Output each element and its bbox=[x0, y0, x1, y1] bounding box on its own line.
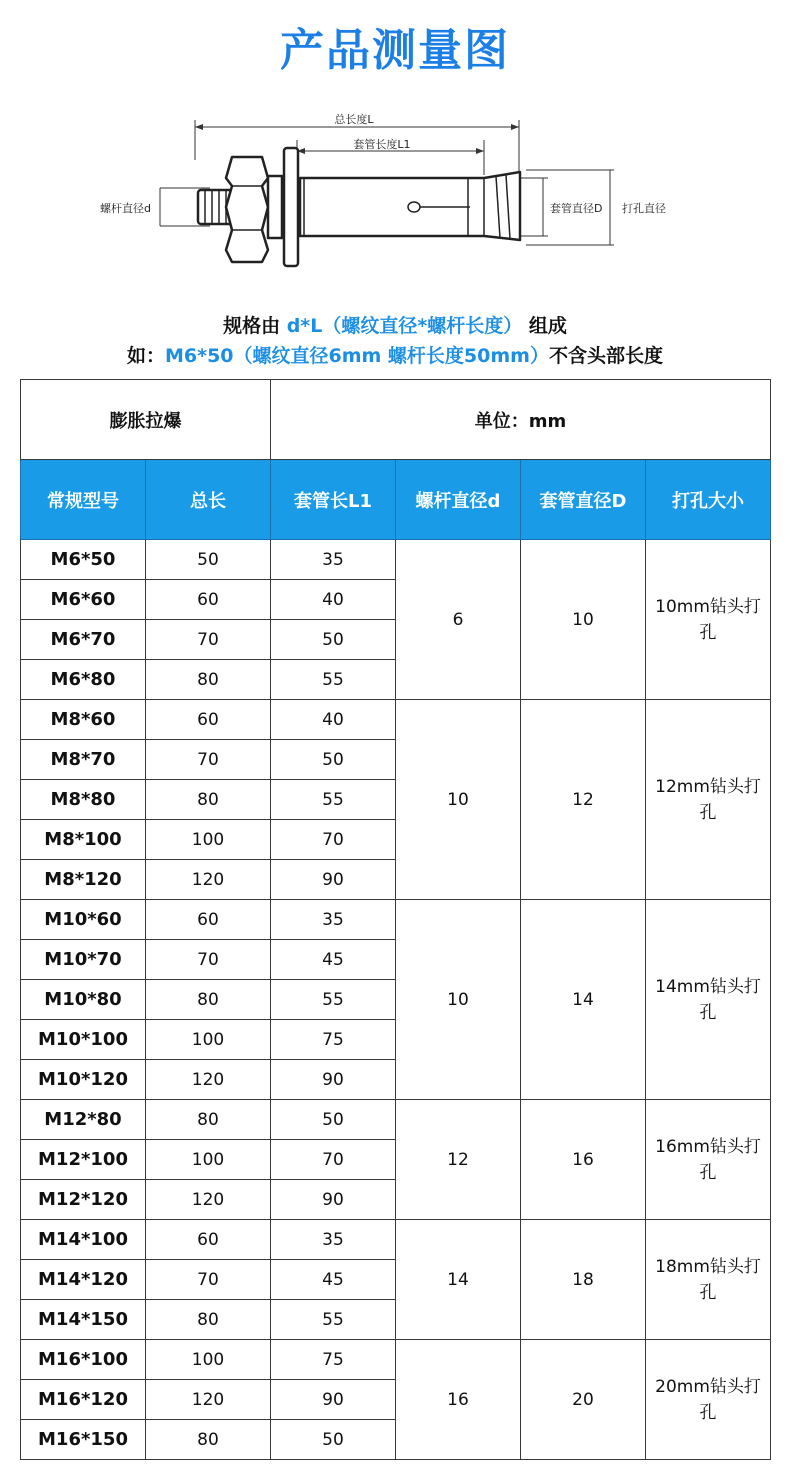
sleeve-length-cell: 50 bbox=[271, 620, 396, 660]
sleeve-length-cell: 55 bbox=[271, 1300, 396, 1340]
hole-size-cell: 12mm钻头打孔 bbox=[646, 700, 771, 900]
total-length-cell: 80 bbox=[146, 780, 271, 820]
total-length-cell: 100 bbox=[146, 820, 271, 860]
model-cell: M8*70 bbox=[21, 740, 146, 780]
spec-table bbox=[20, 379, 771, 1460]
sleeve-length-cell: 50 bbox=[271, 1420, 396, 1460]
total-length-cell: 80 bbox=[146, 1300, 271, 1340]
sleeve-length-cell: 70 bbox=[271, 820, 396, 860]
total-length-cell: 80 bbox=[146, 980, 271, 1020]
model-cell: M6*80 bbox=[21, 660, 146, 700]
hole-size-cell: 14mm钻头打孔 bbox=[646, 900, 771, 1100]
table-header-row bbox=[21, 460, 771, 540]
table-row bbox=[21, 1340, 771, 1380]
model-cell: M12*100 bbox=[21, 1140, 146, 1180]
table-row bbox=[21, 1220, 771, 1260]
spec-line-2-prefix: 如： bbox=[126, 345, 165, 367]
hole-size-cell: 20mm钻头打孔 bbox=[646, 1340, 771, 1460]
model-cell: M16*120 bbox=[21, 1380, 146, 1420]
sleeve-length-cell: 90 bbox=[271, 1060, 396, 1100]
total-length-cell: 100 bbox=[146, 1140, 271, 1180]
sleeve-length-cell: 35 bbox=[271, 1220, 396, 1260]
table-title-row bbox=[21, 380, 771, 460]
sleeve-diameter-cell: 16 bbox=[521, 1100, 646, 1220]
bolt-diameter-cell: 6 bbox=[396, 540, 521, 700]
sleeve-diameter-cell: 20 bbox=[521, 1340, 646, 1460]
sleeve-length-cell: 55 bbox=[271, 780, 396, 820]
hole-size-cell: 16mm钻头打孔 bbox=[646, 1100, 771, 1220]
total-length-label: 总长度L bbox=[334, 113, 374, 126]
product-name: 膨胀拉爆 bbox=[21, 380, 271, 460]
total-length-cell: 70 bbox=[146, 940, 271, 980]
model-cell: M10*120 bbox=[21, 1060, 146, 1100]
table-row bbox=[21, 1100, 771, 1140]
sleeve-diameter-cell: 14 bbox=[521, 900, 646, 1100]
total-length-cell: 80 bbox=[146, 660, 271, 700]
model-cell: M6*70 bbox=[21, 620, 146, 660]
bolt-diameter-cell: 12 bbox=[396, 1100, 521, 1220]
table-row bbox=[21, 540, 771, 580]
sleeve-length-label: 套管长度L1 bbox=[353, 138, 411, 151]
hole-size-cell: 18mm钻头打孔 bbox=[646, 1220, 771, 1340]
spec-example: M6*50（螺纹直径6mm 螺杆长度50mm） bbox=[165, 345, 549, 367]
bolt-diameter-label: 螺杆直径d bbox=[100, 202, 151, 215]
model-cell: M12*120 bbox=[21, 1180, 146, 1220]
header-hole-size: 打孔大小 bbox=[646, 460, 771, 540]
sleeve-length-cell: 40 bbox=[271, 580, 396, 620]
total-length-cell: 60 bbox=[146, 700, 271, 740]
model-cell: M14*150 bbox=[21, 1300, 146, 1340]
total-length-cell: 120 bbox=[146, 860, 271, 900]
sleeve-length-cell: 90 bbox=[271, 1380, 396, 1420]
header-total-length: 总长 bbox=[146, 460, 271, 540]
sleeve-diameter-cell: 12 bbox=[521, 700, 646, 900]
total-length-cell: 80 bbox=[146, 1100, 271, 1140]
sleeve-length-cell: 55 bbox=[271, 980, 396, 1020]
model-cell: M10*60 bbox=[21, 900, 146, 940]
spec-line-2 bbox=[0, 341, 790, 368]
sleeve-length-cell: 55 bbox=[271, 660, 396, 700]
sleeve-length-cell: 50 bbox=[271, 1100, 396, 1140]
page-title: 产品测量图 bbox=[280, 25, 510, 76]
bolt-diameter-cell: 14 bbox=[396, 1220, 521, 1340]
total-length-cell: 80 bbox=[146, 1420, 271, 1460]
model-cell: M10*100 bbox=[21, 1020, 146, 1060]
header-bolt-diameter: 螺杆直径d bbox=[396, 460, 521, 540]
sleeve-length-cell: 90 bbox=[271, 860, 396, 900]
model-cell: M14*100 bbox=[21, 1220, 146, 1260]
sleeve-diameter-cell: 10 bbox=[521, 540, 646, 700]
header-model: 常规型号 bbox=[21, 460, 146, 540]
header-sleeve-length: 套管长L1 bbox=[271, 460, 396, 540]
total-length-cell: 50 bbox=[146, 540, 271, 580]
model-cell: M8*60 bbox=[21, 700, 146, 740]
model-cell: M8*100 bbox=[21, 820, 146, 860]
total-length-cell: 100 bbox=[146, 1340, 271, 1380]
bolt-diameter-cell: 10 bbox=[396, 700, 521, 900]
model-cell: M12*80 bbox=[21, 1100, 146, 1140]
table-row bbox=[21, 700, 771, 740]
sleeve-length-cell: 75 bbox=[271, 1340, 396, 1380]
sleeve-length-cell: 35 bbox=[271, 540, 396, 580]
total-length-cell: 70 bbox=[146, 1260, 271, 1300]
total-length-cell: 100 bbox=[146, 1020, 271, 1060]
unit-label: 单位：mm bbox=[271, 380, 771, 460]
sleeve-diameter-label: 套管直径D bbox=[550, 202, 603, 215]
sleeve-length-cell: 70 bbox=[271, 1140, 396, 1180]
bolt-measurement-diagram bbox=[0, 100, 790, 280]
total-length-cell: 60 bbox=[146, 900, 271, 940]
spec-line-1 bbox=[0, 311, 790, 338]
sleeve-length-cell: 45 bbox=[271, 940, 396, 980]
spec-line-2-suffix: 不含头部长度 bbox=[548, 345, 663, 367]
sleeve-length-cell: 50 bbox=[271, 740, 396, 780]
model-cell: M6*50 bbox=[21, 540, 146, 580]
spec-line-1-prefix: 规格由 bbox=[223, 315, 287, 337]
header-sleeve-diameter: 套管直径D bbox=[521, 460, 646, 540]
spec-line-1-suffix: 组成 bbox=[522, 315, 567, 337]
total-length-cell: 70 bbox=[146, 620, 271, 660]
total-length-cell: 120 bbox=[146, 1180, 271, 1220]
model-cell: M10*80 bbox=[21, 980, 146, 1020]
bolt-diameter-cell: 16 bbox=[396, 1340, 521, 1460]
model-cell: M6*60 bbox=[21, 580, 146, 620]
total-length-cell: 70 bbox=[146, 740, 271, 780]
bolt-diameter-cell: 10 bbox=[396, 900, 521, 1100]
model-cell: M8*120 bbox=[21, 860, 146, 900]
sleeve-length-cell: 40 bbox=[271, 700, 396, 740]
total-length-cell: 60 bbox=[146, 580, 271, 620]
total-length-cell: 60 bbox=[146, 1220, 271, 1260]
spec-formula: d*L（螺纹直径*螺杆长度） bbox=[286, 315, 523, 337]
hole-size-cell: 10mm钻头打孔 bbox=[646, 540, 771, 700]
model-cell: M14*120 bbox=[21, 1260, 146, 1300]
total-length-cell: 120 bbox=[146, 1060, 271, 1100]
model-cell: M16*150 bbox=[21, 1420, 146, 1460]
hole-diameter-label: 打孔直径 bbox=[622, 202, 666, 215]
sleeve-length-cell: 90 bbox=[271, 1180, 396, 1220]
model-cell: M8*80 bbox=[21, 780, 146, 820]
sleeve-diameter-cell: 18 bbox=[521, 1220, 646, 1340]
sleeve-length-cell: 35 bbox=[271, 900, 396, 940]
model-cell: M10*70 bbox=[21, 940, 146, 980]
model-cell: M16*100 bbox=[21, 1340, 146, 1380]
sleeve-length-cell: 75 bbox=[271, 1020, 396, 1060]
total-length-cell: 120 bbox=[146, 1380, 271, 1420]
table-row bbox=[21, 900, 771, 940]
sleeve-length-cell: 45 bbox=[271, 1260, 396, 1300]
